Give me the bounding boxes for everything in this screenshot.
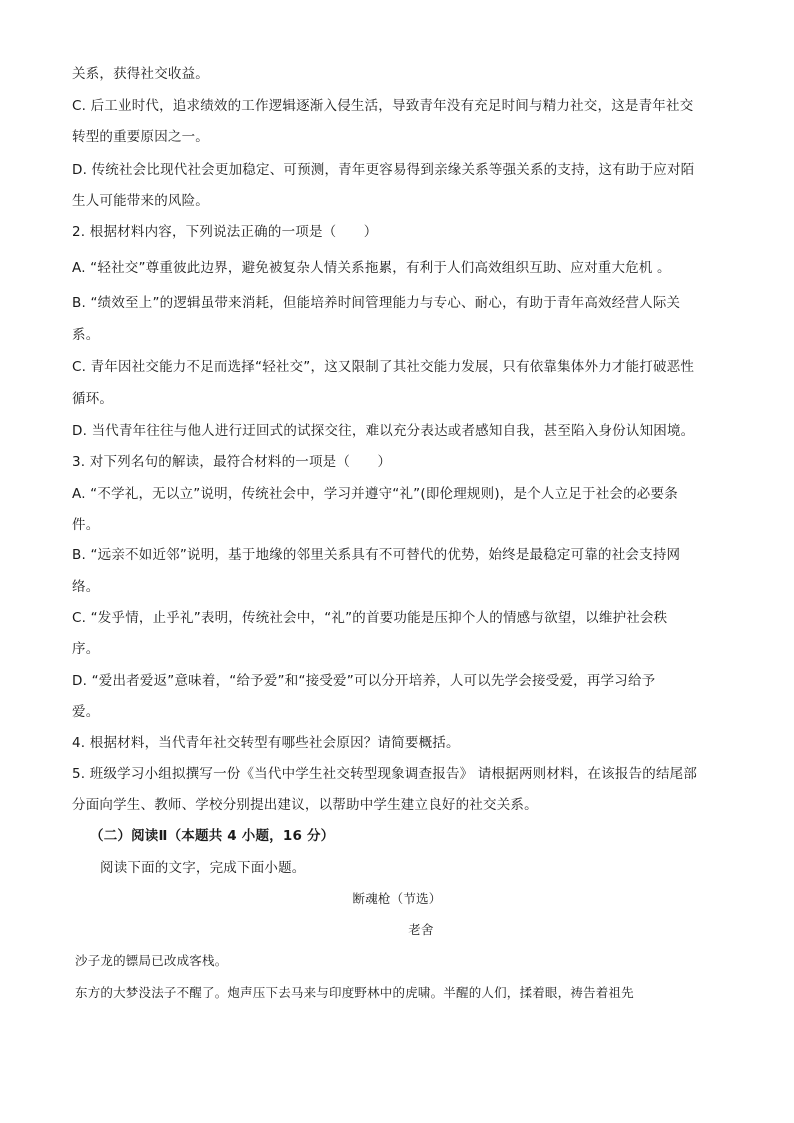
question-2: 2. 根据材料内容，下列说法正确的一项是（ ）	[72, 224, 378, 240]
story-line: 东方的大梦没法子不醒了。炮声压下去马来与印度野林中的虎啸。半醒的人们，揉着眼，祷告着祖先	[75, 985, 634, 1000]
story-line: 沙子龙的镖局已改成客栈。	[75, 953, 228, 968]
question-4: 4. 根据材料，当代青年社交转型有哪些社会原因？请简要概括。	[72, 735, 460, 751]
q3-option-b: B. “远亲不如近邻”说明，基于地缘的邻里关系具有不可替代的优势，始终是最稳定可靠的社会支持网	[72, 547, 681, 563]
section-heading: （二）阅读Ⅱ（本题共 4 小题，16 分）	[90, 828, 335, 844]
text-line: 循环。	[72, 391, 114, 407]
story-author: 老舍	[408, 922, 434, 937]
text-line: 生人可能带来的风险。	[72, 193, 209, 209]
text-line: 爱。	[72, 704, 100, 720]
q3-option-c: C. “发乎情，止乎礼”表明，传统社会中，“礼”的首要功能是压抑个人的情感与欲望，以维护社会秩	[72, 610, 668, 626]
option-d-line: D. 传统社会比现代社会更加稳定、可预测，青年更容易得到亲缘关系等强关系的支持，这有助于应对陌	[72, 162, 695, 178]
text-line: 序。	[72, 641, 100, 657]
option-c-line: C. 后工业时代，追求绩效的工作逻辑逐渐入侵生活，导致青年没有充足时间与精力社交，这是青年社交	[72, 98, 694, 114]
q3-option-d: D. “爱出者爱返”意味着，“给予爱”和“接受爱”可以分开培养，人可以先学会接受爱，再学习给予	[72, 673, 656, 689]
q2-option-d: D. 当代青年往往与他人进行迂回式的试探交往，难以充分表达或者感知自我，甚至陷入身份认知困境。	[72, 423, 695, 439]
story-title: 断魂枪（节选）	[352, 891, 442, 906]
question-5: 5. 班级学习小组拟撰写一份《当代中学生社交转型现象调查报告》 请根据两则材料，在该报告的结尾部	[72, 766, 698, 782]
q3-option-a: A. “不学礼，无以立”说明，传统社会中，学习并遵守“礼”(即伦理规则)，是个人立足于社会的必要条	[72, 486, 678, 502]
q2-option-a: A. “轻社交”尊重彼此边界，避免被复杂人情关系拖累，有利于人们高效组织互助、应对重大危机 。	[72, 260, 671, 276]
q2-option-b: B. “绩效至上”的逻辑虽带来消耗，但能培养时间管理能力与专心、耐心，有助于青年高效经营人际关	[72, 295, 681, 311]
instruction: 阅读下面的文字，完成下面小题。	[100, 860, 306, 876]
text-line: 络。	[72, 579, 100, 595]
q2-option-c: C. 青年因社交能力不足而选择“轻社交”，这又限制了其社交能力发展，只有依靠集体外力才能打破恶性	[72, 359, 695, 375]
text-line: 转型的重要原因之一。	[72, 129, 209, 145]
text-line: 系。	[72, 327, 100, 343]
text-line: 件。	[72, 517, 100, 533]
text-line: 关系，获得社交收益。	[72, 66, 209, 82]
question-3: 3. 对下列名句的解读，最符合材料的一项是（ ）	[72, 454, 392, 470]
text-line: 分面向学生、教师、学校分别提出建议，以帮助中学生建立良好的社交关系。	[72, 797, 538, 813]
